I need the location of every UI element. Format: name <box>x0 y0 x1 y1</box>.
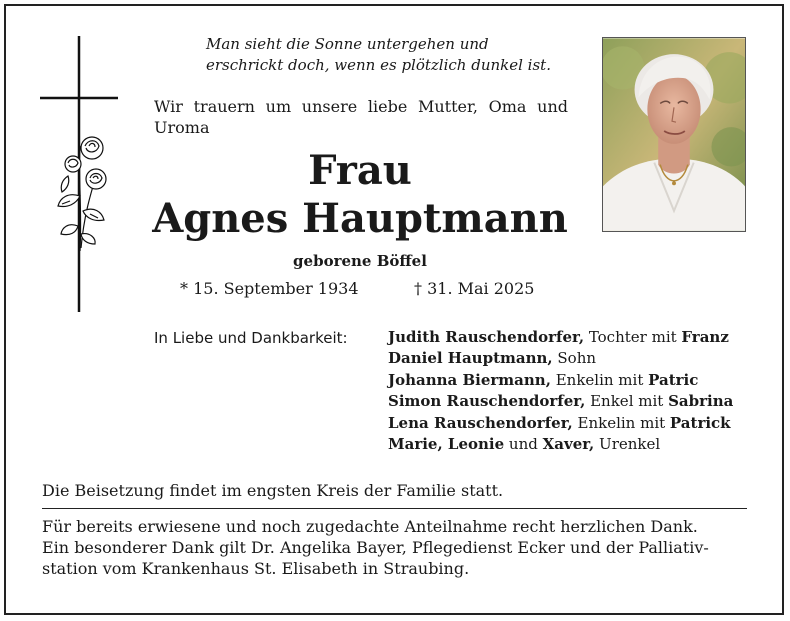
thanks-line-1: Für bereits erwiesene und noch zugedachte Anteilnahme recht herzlichen Dank. <box>42 517 698 536</box>
thanks-text <box>42 516 747 579</box>
portrait-photo <box>602 37 746 232</box>
poem <box>206 34 551 76</box>
mourners-label: In Liebe und Dankbarkeit: <box>154 329 348 347</box>
list-item <box>388 413 750 434</box>
mourner-relation: Enkel mit <box>585 392 669 411</box>
mourner-name: Daniel Hauptmann, <box>388 349 553 368</box>
list-item <box>388 370 750 391</box>
birth-date: * 15. September 1934 <box>180 279 359 298</box>
mourner-partner: Franz <box>681 328 729 346</box>
mourner-name: Simon Rauschendorfer, <box>388 392 586 411</box>
mourner-partner: Sabrina <box>668 392 734 411</box>
list-item <box>388 327 750 348</box>
list-item <box>388 391 750 412</box>
mourner-name: Marie, Leonie <box>388 435 505 454</box>
burial-notice: Die Beisetzung findet im engsten Kreis der Familie statt. <box>42 481 504 500</box>
poem-line-2: erschrickt doch, wenn es plötzlich dunkel ist. <box>206 56 551 74</box>
thanks-line-2: Ein besonderer Dank gilt Dr. Angelika Bayer, Pflegedienst Ecker und der Palliativ- <box>42 538 709 557</box>
mourner-name: Judith Rauschendorfer, <box>388 328 585 346</box>
mourner-relation: Sohn <box>552 349 597 368</box>
deceased-salutation: Frau <box>308 147 412 194</box>
list-item <box>388 434 750 455</box>
deceased-name: Agnes Hauptmann <box>152 195 568 242</box>
mourner-relation: Tochter mit <box>584 328 682 346</box>
mourner-name: Johanna Biermann, <box>388 370 551 389</box>
thanks-line-3: station vom Krankenhaus St. Elisabeth in Straubing. <box>42 559 470 578</box>
mourners-list <box>388 327 750 455</box>
mourner-relation: Enkelin mit <box>550 370 649 389</box>
mourner-partner: Patric <box>648 370 699 389</box>
mourner-conjunction: und <box>504 435 543 454</box>
mourner-relation: Enkelin mit <box>572 413 670 432</box>
poem-line-1: Man sieht die Sonne untergehen und <box>206 35 489 53</box>
maiden-name: geborene Böffel <box>293 252 427 270</box>
divider <box>42 508 747 509</box>
mourner-name: Xaver, <box>542 435 595 454</box>
mourner-name: Lena Rauschendorfer, <box>388 413 573 432</box>
cross-with-roses-icon <box>40 36 122 316</box>
intro-text: Wir trauern um unsere liebe Mutter, Oma und Uroma <box>154 97 568 137</box>
death-date: † 31. Mai 2025 <box>414 279 535 298</box>
mourner-partner: Patrick <box>669 413 731 432</box>
list-item <box>388 348 750 369</box>
mourner-relation: Urenkel <box>594 435 661 454</box>
